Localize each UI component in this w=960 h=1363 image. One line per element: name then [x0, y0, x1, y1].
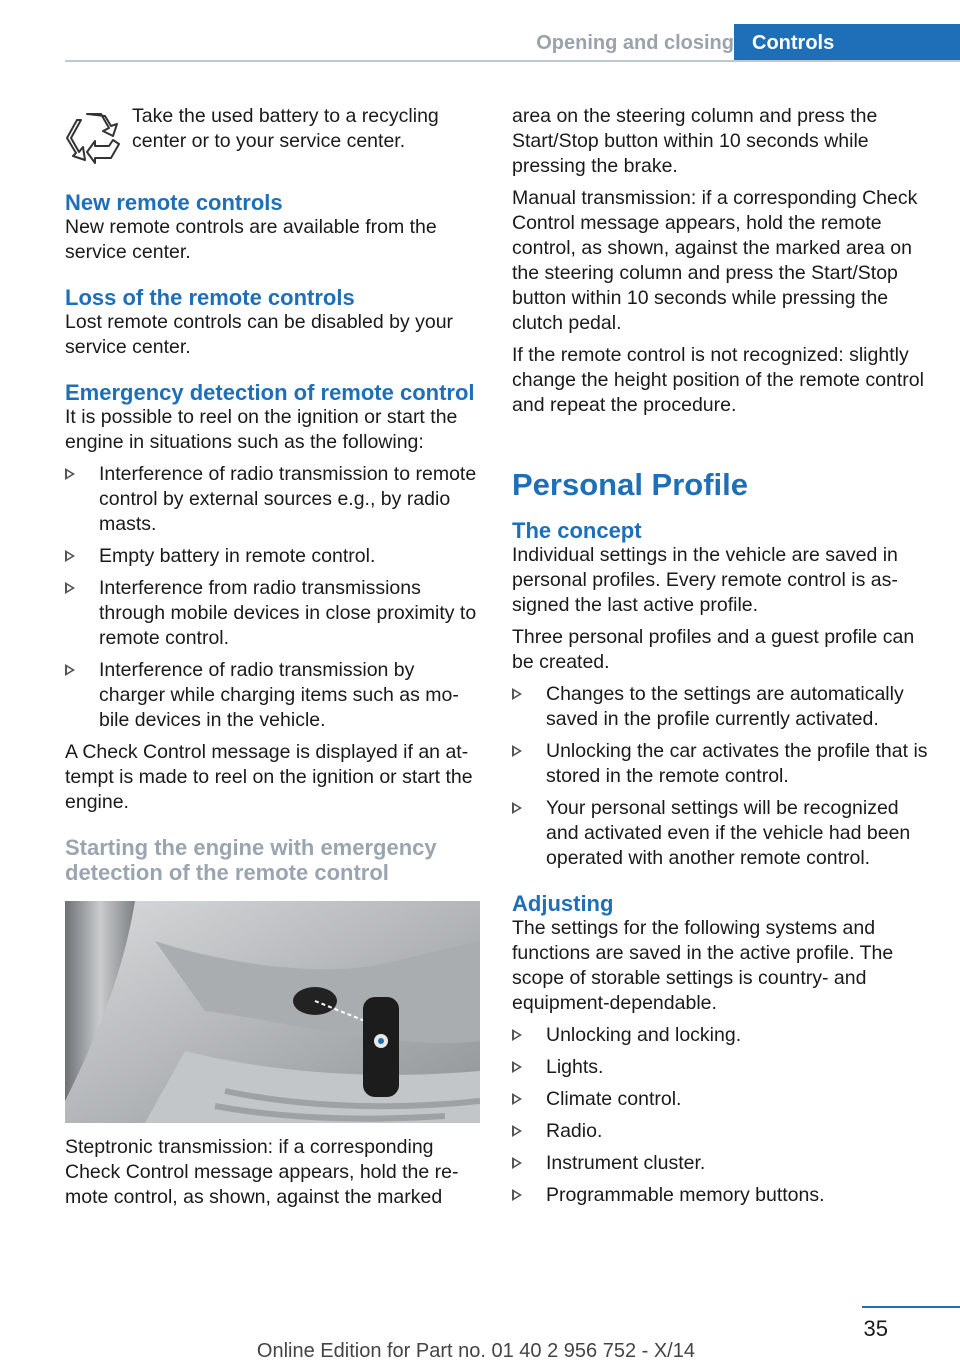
running-header-chapter-tab: Controls — [734, 24, 960, 62]
list-item: Climate control. — [512, 1087, 932, 1112]
new-remote-heading: New remote controls — [65, 190, 283, 215]
edition-footer: Online Edition for Part no. 01 40 2 956 752 - X/14 — [256, 1340, 695, 1362]
loss-text: Lost remote controls can be disabled by your service center. — [65, 311, 454, 358]
list-item: Instrument cluster. — [512, 1151, 932, 1176]
list-item: Unlocking the car activates the profile that is stored in the remote control. — [512, 739, 932, 789]
adjusting-heading: Adjusting — [512, 891, 614, 916]
list-item: Interference of radio transmission to remote control by external sources e.g., by radio masts. — [65, 462, 480, 537]
bullet-triangle-icon — [512, 1093, 522, 1105]
bullet-triangle-icon — [512, 1029, 522, 1041]
concept-text-1: Individual settings in the vehicle are saved in personal profiles. Every remote control is assigned the last active profile. — [512, 544, 898, 616]
bullet-triangle-icon — [512, 1189, 522, 1201]
bullet-triangle-icon — [65, 550, 75, 562]
list-item: Interference from radio transmissions through mobile devices in close proximity to remote control. — [65, 576, 480, 651]
bullet-triangle-icon — [512, 1157, 522, 1169]
header-rule — [65, 60, 960, 62]
emergency-heading: Emergency detection of remote control — [65, 380, 475, 405]
steering-column-illustration — [65, 901, 480, 1123]
list-item: Unlocking and locking. — [512, 1023, 932, 1048]
bullet-triangle-icon — [65, 468, 75, 480]
list-item: Radio. — [512, 1119, 932, 1144]
steering-column-figure — [65, 901, 480, 1123]
left-column — [65, 104, 480, 1217]
concept-text-2: Three personal profiles and a guest profile can be created. — [512, 626, 915, 673]
bullet-triangle-icon — [512, 745, 522, 757]
recycle-icon — [65, 108, 123, 164]
list-item: Changes to the settings are automatically saved in the profile currently activated. — [512, 682, 932, 732]
bullet-triangle-icon — [512, 1125, 522, 1137]
page-number-rule — [862, 1306, 960, 1308]
bullet-triangle-icon — [512, 802, 522, 814]
recycle-text: Take the used battery to a recycling center or to your service center. — [132, 105, 439, 152]
bullet-triangle-icon — [512, 688, 522, 700]
adjusting-text: The settings for the following systems and functions are saved in the active profile. The scope of storable settings is country- and equipment-dependable. — [512, 917, 894, 1014]
bullet-triangle-icon — [65, 664, 75, 676]
right-column — [512, 104, 932, 1215]
starting-heading: Starting the engine with emergency detection of the remote control — [65, 835, 437, 885]
manual-transmission-text: Manual transmission: if a corresponding Check Control message appears, hold the remote control, as shown, against the marked area on the steering column and press the Start/Stop button within 10 seconds while pressing the clutch pedal. — [512, 187, 918, 334]
concept-heading: The concept — [512, 518, 642, 543]
list-item: Lights. — [512, 1055, 932, 1080]
list-item: Your personal settings will be recognized and activated even if the vehicle had been operated with another remote control. — [512, 796, 932, 871]
list-item: Programmable memory buttons. — [512, 1183, 932, 1208]
steptronic-text: Steptronic transmission: if a corresponding Check Control message appears, hold the remote control, as shown, against the marked — [65, 1136, 459, 1208]
page-number: 35 — [863, 1316, 888, 1341]
list-item: Empty battery in remote control. — [65, 544, 480, 569]
new-remote-text: New remote controls are available from the service center. — [65, 216, 437, 263]
continued-text: area on the steering column and press the Start/Stop button within 10 seconds while pressing the brake. — [512, 105, 878, 177]
personal-profile-heading: Personal Profile — [512, 467, 749, 502]
emergency-list — [65, 462, 480, 733]
list-item: Interference of radio transmission by charger while charging items such as mobile devices in the vehicle. — [65, 658, 480, 733]
not-recognized-text: If the remote control is not recognized: slightly change the height position of the remote control and repeat the procedure. — [512, 344, 924, 416]
concept-list — [512, 682, 932, 871]
emergency-intro: It is possible to reel on the ignition or start the engine in situations such as the following: — [65, 406, 458, 453]
check-control-text: A Check Control message is displayed if an attempt is made to reel on the ignition or start the engine. — [65, 741, 473, 813]
running-header-section: Opening and closing — [536, 32, 734, 54]
recycle-note — [65, 104, 480, 164]
bullet-triangle-icon — [512, 1061, 522, 1073]
bullet-triangle-icon — [65, 582, 75, 594]
loss-heading: Loss of the remote controls — [65, 285, 355, 310]
adjusting-list — [512, 1023, 932, 1208]
